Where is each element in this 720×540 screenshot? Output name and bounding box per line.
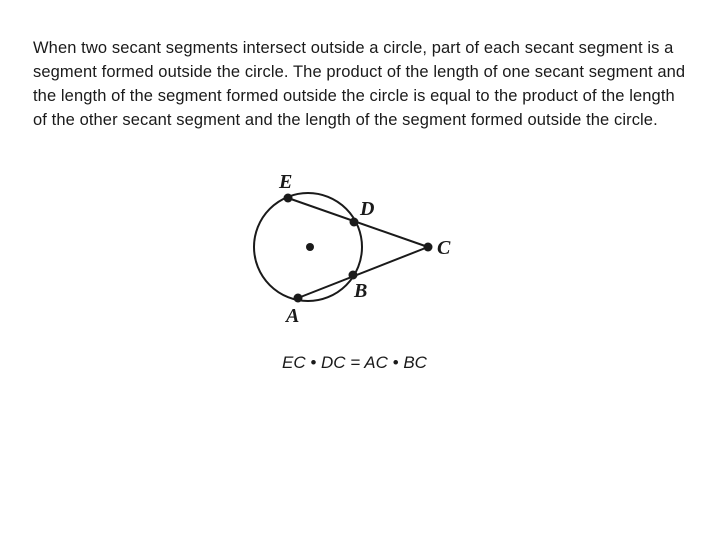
point-e — [284, 194, 293, 203]
secant-diagram — [230, 168, 470, 338]
label-a: A — [286, 305, 300, 327]
equation: EC • DC = AC • BC — [282, 353, 427, 372]
label-e: E — [279, 171, 293, 193]
point-d — [350, 218, 359, 227]
label-c: C — [437, 237, 451, 259]
label-d: D — [360, 198, 375, 220]
point-b — [349, 271, 358, 280]
center-point — [306, 243, 314, 251]
point-a — [294, 294, 303, 303]
label-b: B — [354, 280, 368, 302]
theorem-text: When two secant segments intersect outside a circle, part of each secant segment is a segment formed outside the circle. The product of the length of one secant segment and the length of the segment formed outside the circle is equal to the product of the length of the other secant segment and the length of the segment formed outside the circle. — [33, 39, 686, 129]
point-c — [424, 243, 433, 252]
